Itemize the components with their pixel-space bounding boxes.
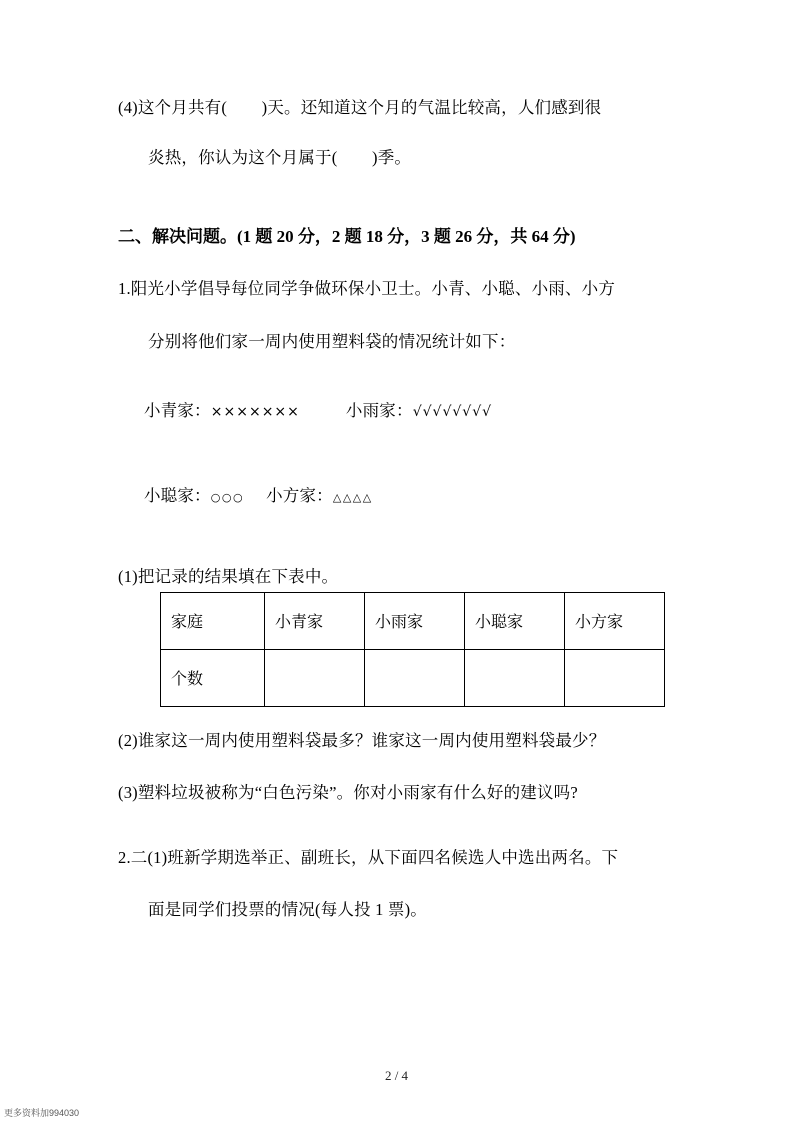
statistics-table (160, 592, 665, 707)
question-4 (118, 100, 675, 166)
question-1-sub-2: (2)谁家这一周内使用塑料袋最多？谁家这一周内使用塑料袋最少？ (118, 730, 606, 750)
question-1 (118, 281, 675, 802)
record-row-2 (118, 472, 675, 522)
record-label-xiaoyu: 小雨家： (345, 400, 413, 420)
question-2-line-1: 2.二(1)班新学期选举正、副班长，从下面四名候选人中选出两名。下 (118, 847, 619, 867)
table-cell-header-xiaocong: 小聪家 (465, 592, 565, 649)
section-2-title: 二、解决问题。(1 题 20 分，2 题 18 分，3 题 26 分，共 64 分) (118, 227, 576, 246)
table-cell-answer-xiaoyu[interactable] (365, 649, 465, 706)
spacer (118, 749, 675, 785)
spacer (118, 117, 675, 150)
question-4-line-2: 炎热，你认为这个月属于( )季。 (148, 147, 412, 167)
spacer (118, 166, 675, 202)
table-cell-label-count: 个数 (161, 649, 265, 706)
table-cell-answer-xiaocong[interactable] (465, 649, 565, 706)
record-marks-xiaoyu: √√√√√√√√ (412, 403, 493, 420)
record-label-xiaocong: 小聪家： (143, 486, 211, 505)
spacer (118, 298, 675, 334)
spacer (118, 202, 675, 228)
record-label-xiaoqing: 小青家： (143, 400, 211, 420)
table-cell-answer-xiaoqing[interactable] (265, 649, 365, 706)
question-1-sub-1: (1)把记录的结果填在下表中。 (118, 567, 339, 586)
spacer (118, 802, 675, 838)
record-marks-xiaocong: ○○○ (210, 491, 245, 504)
question-1-line-1: 1.阳光小学倡导每位同学争做环保小卫士。小青、小聪、小雨、小方 (118, 279, 616, 298)
record-marks-xiaofang: △△△△ (332, 491, 373, 504)
spacer (118, 350, 675, 386)
page-number: 2 / 4 (384, 1068, 409, 1083)
table-cell-header-xiaofang: 小方家 (565, 592, 665, 649)
question-1-line-2: 分别将他们家一周内使用塑料袋的情况统计如下： (148, 331, 516, 351)
table-cell-header-xiaoyu: 小雨家 (365, 592, 465, 649)
table-row (161, 592, 665, 649)
spacer (118, 866, 675, 902)
spacer (118, 436, 675, 472)
question-4-line-1: (4)这个月共有( )天。还知道这个月的气温比较高，人们感到很 (118, 98, 602, 117)
spacer (118, 521, 675, 557)
question-1-sub-3: (3)塑料垃圾被称为“白色污染”。你对小雨家有什么好的建议吗? (118, 783, 578, 802)
table-cell-header-xiaoqing: 小青家 (265, 592, 365, 649)
footer-watermark: 更多资料加994030 (4, 1108, 80, 1118)
table-cell-header-family: 家庭 (161, 592, 265, 649)
question-2-line-2: 面是同学们投票的情况(每人投 1 票)。 (148, 900, 427, 919)
record-row-1 (118, 386, 675, 436)
record-label-xiaofang: 小方家： (266, 486, 333, 505)
record-marks-xiaoqing: ××××××× (210, 403, 300, 420)
spacer (118, 245, 675, 281)
table-cell-answer-xiaofang[interactable] (565, 649, 665, 706)
table-row (161, 649, 665, 706)
spacer (118, 707, 675, 733)
question-2 (118, 847, 675, 919)
